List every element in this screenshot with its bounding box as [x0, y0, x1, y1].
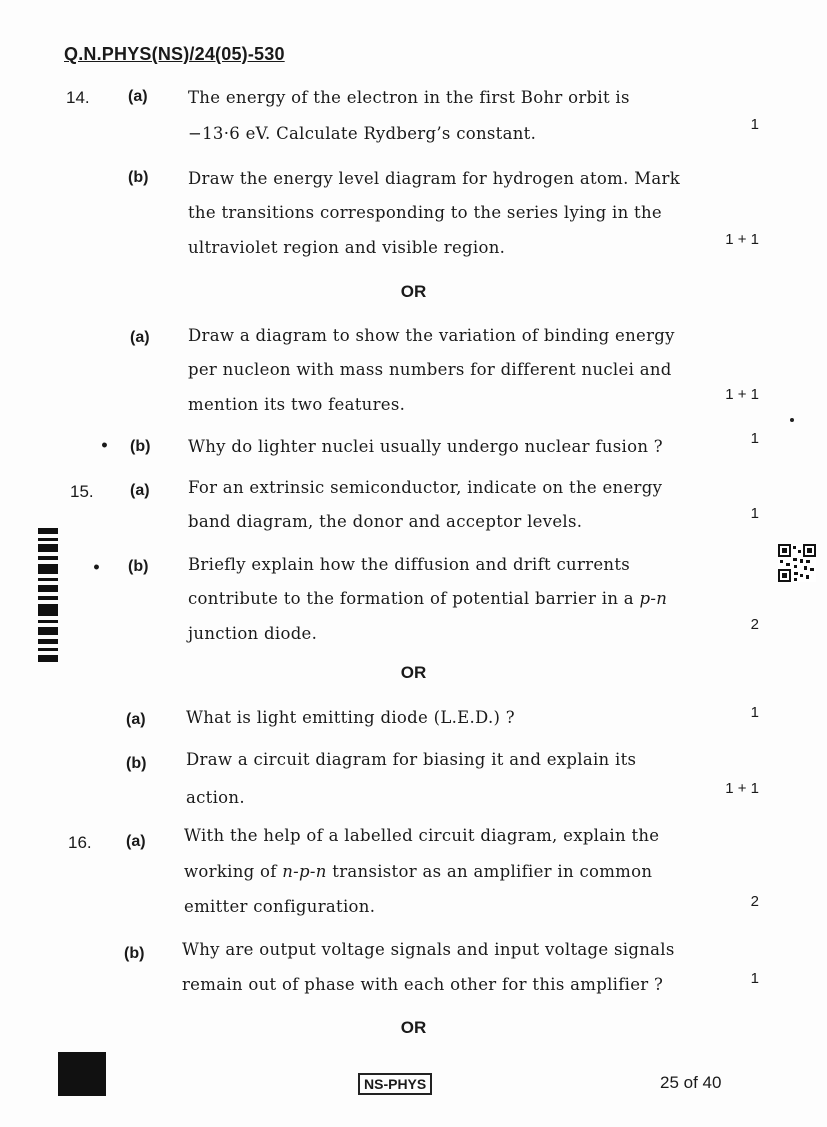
q14-alt-b-marks: 1 [750, 430, 759, 447]
q15-alt-b-marks: 1 + 1 [725, 780, 759, 797]
stray-mark [790, 418, 794, 422]
q14-part-b-label: (b) [128, 169, 149, 186]
q15-alt-part-a-label: (a) [126, 711, 146, 728]
q15-alt-part-b-label: (b) [126, 755, 147, 772]
q15-part-b-label: (b) [128, 558, 149, 575]
q15-alt-a-line1: What is light emitting diode (L.E.D.) ? [186, 708, 515, 727]
q15-alt-a-marks: 1 [750, 704, 759, 721]
q14-part-a-label: (a) [128, 88, 148, 105]
q14-a-line2: −13·6 eV. Calculate Rydberg’s constant. [188, 124, 537, 143]
q16-a-line1: With the help of a labelled circuit diagram, explain the [184, 826, 660, 845]
q14-alt-a-line2: per nucleon with mass numbers for different nuclei and [188, 360, 672, 379]
margin-dot: • [92, 560, 101, 576]
footer-subject-code: NS-PHYS [358, 1073, 432, 1095]
q14-b-line1: Draw the energy level diagram for hydrogen atom. Mark [188, 169, 681, 188]
q14-a-line1 [188, 88, 766, 107]
question-number-14: 14. [66, 88, 90, 107]
q15-alt-b-line1: Draw a circuit diagram for biasing it and explain its [186, 750, 637, 769]
q15-a-marks: 1 [750, 505, 759, 522]
side-barcode-icon [38, 528, 58, 662]
q15-a-line2: band diagram, the donor and acceptor levels. [188, 512, 583, 531]
q14-or-divider: OR [400, 282, 427, 301]
q14-alt-a-marks: 1 + 1 [725, 386, 759, 403]
margin-dot: • [100, 438, 109, 454]
q15-b-pn-term: p-n [639, 589, 668, 608]
q14-b-marks: 1 + 1 [725, 231, 759, 248]
q16-or-divider: OR [400, 1018, 427, 1037]
q14-a-marks: 1 [750, 116, 759, 133]
qr-code-icon [778, 544, 816, 582]
q16-b-line2: remain out of phase with each other for this amplifier ? [182, 975, 664, 994]
page-number: 25 of 40 [660, 1073, 722, 1092]
q16-a-line2-pre: working of [184, 862, 277, 881]
q14-alt-part-a-label: (a) [130, 329, 150, 346]
q15-or-divider: OR [400, 663, 427, 682]
question-number-15: 15. [70, 482, 94, 501]
q14-b-line3: ultraviolet region and visible region. [188, 238, 506, 257]
paper-code-header: Q.N.PHYS(NS)/24(05)-530 [64, 44, 285, 64]
q16-a-line2-post: transistor as an amplifier in common [332, 862, 653, 881]
q16-part-a-label: (a) [126, 833, 146, 850]
q15-b-line1: Briefly explain how the diffusion and drift currents [188, 555, 631, 574]
q16-a-line2 [184, 862, 762, 881]
q15-b-line3: junction diode. [188, 624, 318, 643]
q16-b-marks: 1 [750, 970, 759, 987]
corner-alignment-block [58, 1052, 106, 1096]
q15-part-a-label: (a) [130, 482, 150, 499]
q15-alt-b-line2: action. [186, 788, 245, 807]
q14-b-line2: the transitions corresponding to the series lying in the [188, 203, 662, 222]
q16-a-line3: emitter configuration. [184, 897, 376, 916]
q16-a-npn-term: n-p-n [282, 862, 327, 881]
q15-b-marks: 2 [750, 616, 759, 633]
q16-a-marks: 2 [750, 893, 759, 910]
q15-a-line1: For an extrinsic semiconductor, indicate on the energy [188, 478, 663, 497]
q16-part-b-label: (b) [124, 945, 145, 962]
question-number-16: 16. [68, 833, 92, 852]
q14-alt-b-line1: Why do lighter nuclei usually undergo nuclear fusion ? [188, 437, 663, 456]
q15-b-line2-text: contribute to the formation of potential barrier in a [188, 589, 634, 608]
q14-alt-a-line3: mention its two features. [188, 395, 406, 414]
q14-alt-a-line1: Draw a diagram to show the variation of binding energy [188, 326, 675, 345]
q15-b-line2 [188, 589, 766, 608]
q14-alt-part-b-label: (b) [130, 438, 151, 455]
q14-a-line1-text: The energy of the electron in the first Bohr orbit is [188, 88, 630, 107]
q16-b-line1: Why are output voltage signals and input voltage signals [182, 940, 675, 959]
